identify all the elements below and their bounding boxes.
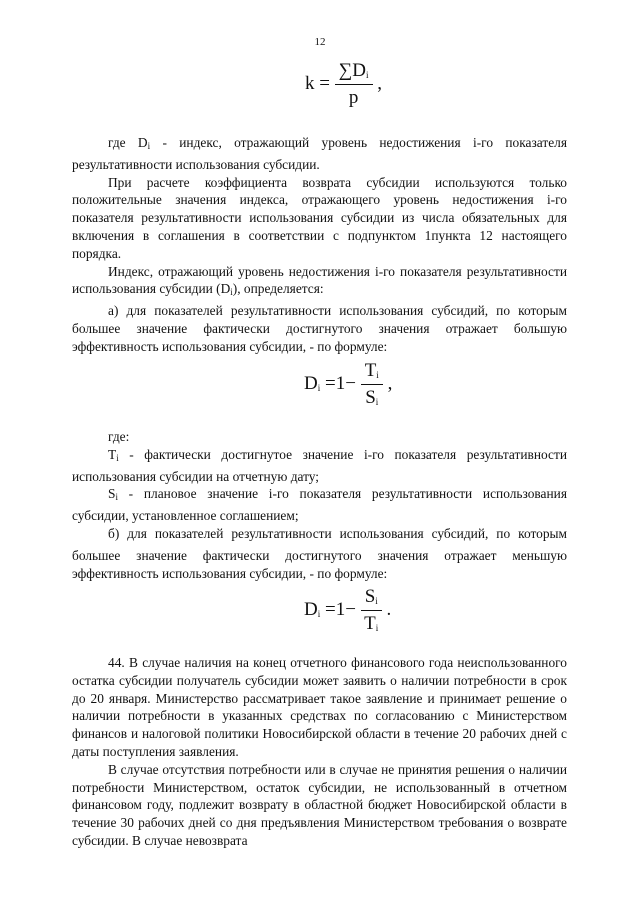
formula-lhs: k xyxy=(305,72,315,94)
where-label: где: xyxy=(108,429,130,444)
text-block-1 xyxy=(72,134,567,356)
formula-eq: = xyxy=(319,72,330,94)
formula-numerator: $\sum D_i$ xyxy=(335,60,373,85)
formula-trail: . xyxy=(386,598,392,620)
paragraph: При расчете коэффициента возврата субсидии используются только положительные значения индекса, отражающего уровень недостижения i-го показателя результативности использования субсидии из числа обязательных для включения в соглашения в соответствии с подпунктом 1пункта 12 настоящего порядка. xyxy=(72,174,567,261)
formula-lhs: $D_i$ xyxy=(304,372,321,394)
paragraph: $T_i$ - фактически достигнутое значение i-го показателя результативности использования субсидии на отчетную дату; xyxy=(72,446,567,484)
formula-fraction xyxy=(361,360,383,409)
paragraph: где $D_i$ - индекс, отражающий уровень недостижения i-го показателя результативности использования субсидии. xyxy=(72,135,567,172)
formula-denominator: $S_i$ xyxy=(365,387,379,408)
formula-d-second xyxy=(304,586,391,635)
formula-numerator: $S_i$ xyxy=(361,586,382,611)
formula-fraction xyxy=(361,586,382,635)
formula-trail: , xyxy=(387,372,393,394)
paragraph: 44. В случае наличия на конец отчетного финансового года неиспользованного остатка субсидии получатель субсидии может заявить о наличии потребности в срок до 20 января. Министерство рассматривает такое заявление и принимает решение о наличии потребности в указанных средствах по согласованию с Министерством финансов и налоговой политики Новосибирской области в течение 20 рабочих дней с даты поступления заявления. xyxy=(72,655,567,759)
paragraph: В случае отсутствия потребности или в случае не принятия решения о наличии потребности Министерством, остаток субсидии, не использованный в отчетном финансовом году, подлежит возврату в областной бюджет Новосибирской области в течение 30 рабочих дней со дня предъявления Министерством требования о возврате субсидии. В случае невозврата xyxy=(72,761,567,848)
page-number: 12 xyxy=(314,36,326,48)
paragraph: а) для показателей результативности использования субсидий, по которым большее значение фактически достигнутого значения отражает большую эффективность использования субсидии, - по формуле: xyxy=(72,303,567,354)
formula-lhs: $D_i$ xyxy=(304,598,321,620)
formula-k xyxy=(305,60,382,109)
formula-denominator: p xyxy=(348,87,359,108)
paragraph: б) для показателей результативности использования субсидий, по которым большее значение фактически достигнутого значения отражает меньшую эффективность использования субсидии, - по формуле: xyxy=(72,525,567,581)
formula-eq: =1− xyxy=(325,372,356,394)
formula-denominator: $T_i$ xyxy=(364,613,379,634)
formula-fraction xyxy=(335,60,373,109)
paragraph: $S_i$ - плановое значение i-го показателя результативности использования субсидии, установленное соглашением; xyxy=(72,486,567,524)
formula-eq: =1− xyxy=(325,598,356,620)
paragraph: Индекс, отражающий уровень недостижения i-го показателя результативности использования субсидии $(D_i)$, определяется: xyxy=(72,263,567,298)
text-block-3 xyxy=(72,654,567,850)
text-block-2 xyxy=(72,428,567,582)
formula-trail: , xyxy=(377,72,383,94)
formula-d-first xyxy=(304,360,392,409)
formula-numerator: $T_i$ xyxy=(361,360,383,385)
